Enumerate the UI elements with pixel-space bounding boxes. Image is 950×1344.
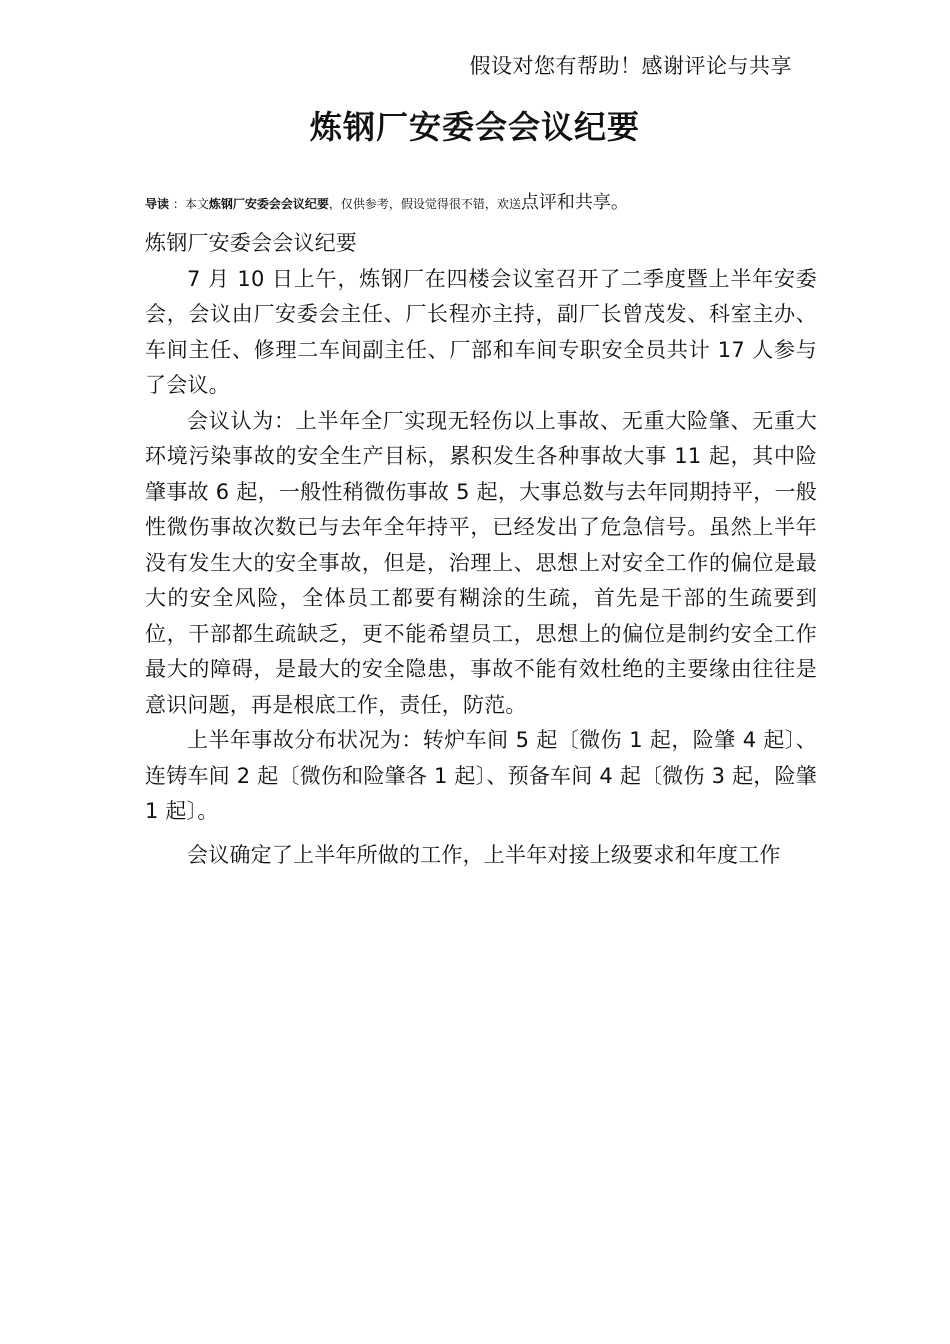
paragraph-accident-distribution: 上半年事故分布状况为：转炉车间 5 起〔微伤 1 起，险肇 4 起〕、连铸车间 2 起〔微伤和险肇各 1 起〕、预备车间 4 起〔微伤 3 起，险肇 1 起〕。 [145, 728, 817, 823]
paragraph-work-review: 会议确定了上半年所做的工作，上半年对接上级要求和年度工作 [187, 842, 781, 867]
intro-line [145, 188, 825, 214]
paragraph-meeting-info: 7 月 10 日上午，炼钢厂在四楼会议室召开了二季度暨上半年安委会，会议由厂安委会主任、厂长程亦主持，副厂长曾茂发、科室主办、车间主任、修理二车间副主任、厂部和车间专职安全员共计 17 人参与了会议。 [145, 266, 817, 397]
document-body [145, 226, 817, 873]
paragraph-meeting-opinion: 会议认为：上半年全厂实现无轻伤以上事故、无重大险肇、无重大环境污染事故的安全生产目标，累积发生各种事故大事 11 起，其中险肇事故 6 起，一般性稍微伤事故 5 起，大事总数与去年同期持平，一般性微伤事故次数已与去年全年持平，已经发出了危急信号。虽然上半年没有发生大的安全事故，但是，治理上、思想上对安全工作的偏位是最大的安全风险，全体员工都要有糊涂的生疏，首先是干部的生疏要到位，干部都生疏缺乏，更不能希望员工，思想上的偏位是制约安全工作最大的障碍，是最大的安全隐患，事故不能有效杜绝的主要缘由往往是意识问题，再是根底工作，责任，防范。 [145, 408, 817, 717]
intro-doc-name: 炼钢厂安委会会议纪要 [208, 197, 329, 211]
header-note: 假设对您有帮助！感谢评论与共享 [469, 54, 792, 78]
intro-label: 导读 [145, 197, 170, 211]
intro-ending: 点评和共享。 [520, 192, 629, 213]
intro-prefix: ：本文 [172, 197, 209, 211]
body-subtitle: 炼钢厂安委会会议纪要 [145, 231, 357, 255]
intro-middle: ，仅供参考，假设觉得很不错，欢送 [328, 197, 521, 211]
page-title: 炼钢厂安委会会议纪要 [309, 108, 640, 146]
